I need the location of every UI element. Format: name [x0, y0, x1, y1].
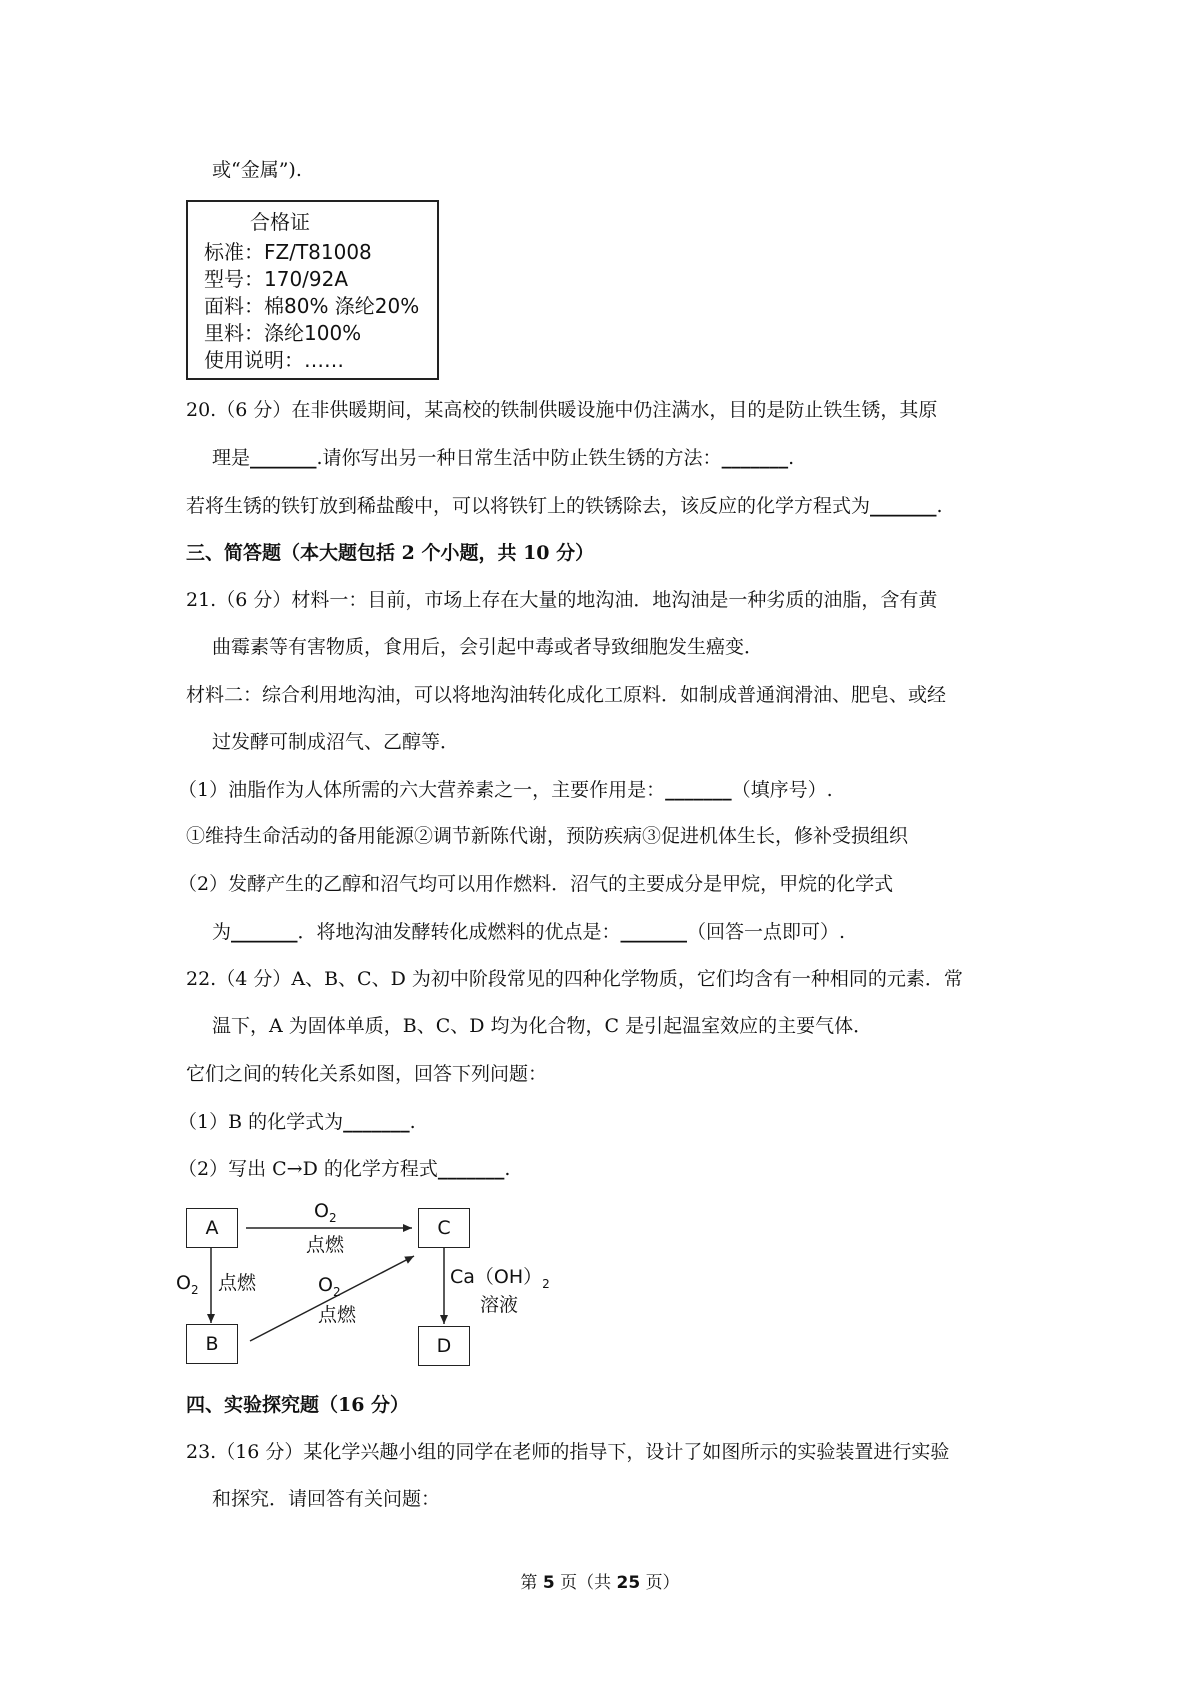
certificate-line: 使用说明：…… — [204, 348, 344, 372]
q21-line-1: 21.（6 分）材料一：目前，市场上存在大量的地沟油．地沟油是一种劣质的油脂，含有黄 — [186, 589, 938, 611]
q23-line-1: 23.（16 分）某化学兴趣小组的同学在老师的指导下，设计了如图所示的实验装置进行实验 — [186, 1441, 950, 1463]
q21-options: ①维持生命活动的备用能源②调节新陈代谢，预防疾病③促进机体生长，修补受损组织 — [186, 825, 909, 847]
certificate-line: 标准：FZ/T81008 — [204, 240, 372, 264]
certificate-line: 里料：涤纶100% — [204, 321, 362, 345]
q21-part-2-line-1: （2）发酵产生的乙醇和沼气均可以用作燃料．沼气的主要成分是甲烷，甲烷的化学式 — [178, 873, 894, 895]
certificate-label — [186, 200, 439, 380]
q23-line-2: 和探究．请回答有关问题： — [212, 1488, 441, 1510]
q20-line-2: 理是_______.请你写出另一种日常生活中防止铁生锈的方法：_______. — [212, 447, 795, 469]
answer-blank[interactable]: _______ — [620, 921, 688, 943]
q21-line-3: 材料二：综合利用地沟油，可以将地沟油转化成化工原料．如制成普通润滑油、肥皂、或经 — [186, 684, 947, 706]
total-pages: 25 — [616, 1573, 641, 1593]
condition-ignite-label: 点燃 — [218, 1272, 257, 1294]
page-footer: 第 5 页（共 25 页） — [520, 1573, 680, 1593]
conversion-diagram — [176, 1196, 562, 1376]
node-b: B — [186, 1324, 238, 1364]
reagent-solution-label: 溶液 — [480, 1294, 519, 1316]
q20-line-1: 20.（6 分）在非供暖期间，某高校的铁制供暖设施中仍注满水，目的是防止铁生锈，其原 — [186, 399, 938, 421]
section-heading: 三、简答题（本大题包括 2 个小题，共 10 分） — [186, 542, 595, 564]
certificate-line: 面料：棉80% 涤纶20% — [204, 294, 420, 318]
q22-part-1: （1）B 的化学式为_______. — [178, 1111, 416, 1133]
answer-blank[interactable]: _______ — [437, 1158, 505, 1180]
q22-line-3: 它们之间的转化关系如图，回答下列问题： — [186, 1063, 548, 1085]
certificate-line: 型号：170/92A — [204, 267, 349, 291]
q21-part-1: （1）油脂作为人体所需的六大营养素之一，主要作用是：_______（填序号）. — [178, 779, 833, 801]
section-heading: 四、实验探究题（16 分） — [186, 1394, 410, 1416]
node-d: D — [418, 1326, 470, 1366]
node-c: C — [418, 1208, 470, 1248]
answer-blank[interactable]: _______ — [343, 1111, 410, 1133]
q22-part-2: （2）写出 C→D 的化学方程式_______. — [178, 1158, 511, 1180]
answer-blank[interactable]: _______ — [721, 447, 789, 469]
reagent-o2-label: $O_2$ — [176, 1272, 199, 1297]
condition-ignite-label: 点燃 — [306, 1234, 345, 1256]
page-number: 5 — [542, 1573, 555, 1593]
condition-ignite-label: 点燃 — [318, 1304, 357, 1326]
reagent-caoh2-label: $Ca(OH)_2$ — [450, 1266, 550, 1291]
answer-blank[interactable]: _______ — [870, 495, 937, 517]
reagent-o2-label: $O_2$ — [314, 1200, 337, 1225]
q21-part-2-line-2: 为_______．将地沟油发酵转化成燃料的优点是：_______（回答一点即可）. — [212, 921, 846, 943]
q20-line-3: 若将生锈的铁钉放到稀盐酸中，可以将铁钉上的铁锈除去，该反应的化学方程式为_______. — [186, 495, 943, 517]
continuation-line: 或“金属”). — [212, 159, 302, 181]
q22-line-1: 22.（4 分）A、B、C、D 为初中阶段常见的四种化学物质，它们均含有一种相同的元素．常 — [186, 968, 963, 990]
certificate-title: 合格证 — [250, 210, 310, 234]
answer-blank[interactable]: _______ — [665, 779, 732, 801]
q21-line-4: 过发酵可制成沼气、乙醇等． — [212, 731, 460, 753]
answer-blank[interactable]: _______ — [250, 447, 317, 469]
answer-blank[interactable]: _______ — [231, 921, 298, 943]
reagent-o2-label: $O_2$ — [318, 1274, 341, 1299]
q21-line-2: 曲霉素等有害物质，食用后，会引起中毒或者导致细胞发生癌变． — [212, 636, 764, 658]
q22-line-2: 温下，A 为固体单质，B、C、D 均为化合物，C 是引起温室效应的主要气体． — [212, 1015, 873, 1037]
node-a: A — [186, 1208, 238, 1248]
